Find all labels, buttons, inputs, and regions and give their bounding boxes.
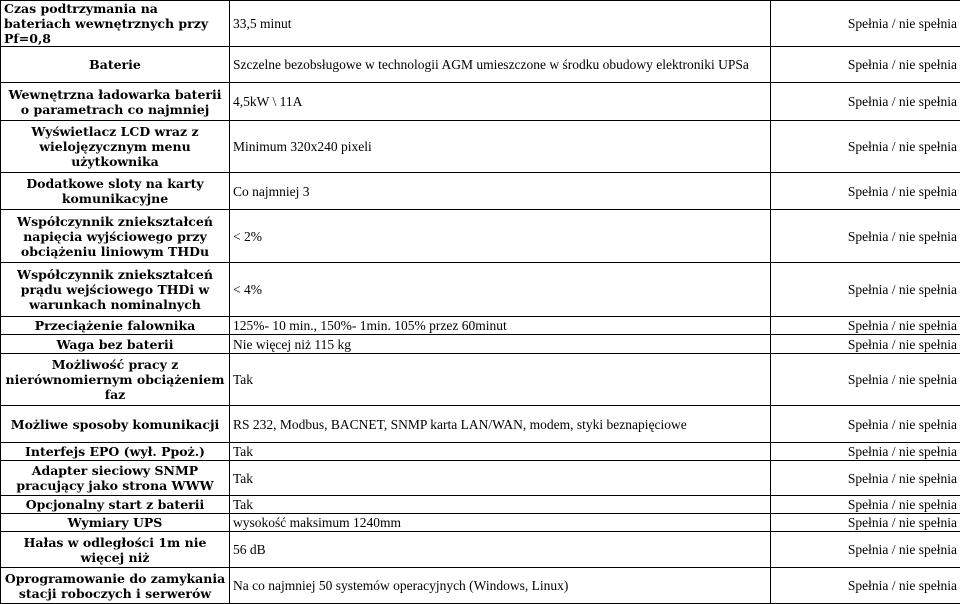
parameter-name: Hałas w odległości 1m nie więcej niż bbox=[1, 532, 230, 568]
table-row bbox=[1, 173, 960, 210]
requirement-value: Tak bbox=[230, 496, 771, 514]
compliance-status: Spełnia / nie spełnia bbox=[771, 532, 960, 568]
table-row bbox=[1, 121, 960, 173]
parameter-name: Waga bez baterii bbox=[1, 335, 230, 354]
table-row bbox=[1, 532, 960, 568]
requirement-value: Nie więcej niż 115 kg bbox=[230, 335, 771, 354]
requirement-value: Tak bbox=[230, 461, 771, 496]
parameter-name: Dodatkowe sloty na karty komunikacyjne bbox=[1, 173, 230, 210]
compliance-status: Spełnia / nie spełnia bbox=[771, 173, 960, 210]
requirement-value: 33,5 minut bbox=[230, 1, 771, 47]
parameter-name: Możliwe sposoby komunikacji bbox=[1, 406, 230, 443]
parameter-name: Oprogramowanie do zamykania stacji roboczych i serwerów bbox=[1, 568, 230, 604]
requirement-value: Minimum 320x240 pixeli bbox=[230, 121, 771, 173]
requirement-value: Tak bbox=[230, 443, 771, 461]
parameter-name: Czas podtrzymania na bateriach wewnętrznych przy Pf=0,8 bbox=[1, 1, 230, 47]
table-row bbox=[1, 210, 960, 263]
table-row bbox=[1, 317, 960, 335]
parameter-name: Baterie bbox=[1, 47, 230, 83]
compliance-status: Spełnia / nie spełnia bbox=[771, 47, 960, 83]
table-row bbox=[1, 83, 960, 121]
requirement-value: < 4% bbox=[230, 263, 771, 317]
parameter-name: Możliwość pracy z nierównomiernym obciążeniem faz bbox=[1, 354, 230, 406]
compliance-status: Spełnia / nie spełnia bbox=[771, 263, 960, 317]
table-row bbox=[1, 568, 960, 604]
compliance-status: Spełnia / nie spełnia bbox=[771, 354, 960, 406]
requirement-value: Co najmniej 3 bbox=[230, 173, 771, 210]
compliance-status: Spełnia / nie spełnia bbox=[771, 121, 960, 173]
table-row bbox=[1, 354, 960, 406]
table-row bbox=[1, 263, 960, 317]
requirement-value: wysokość maksimum 1240mm bbox=[230, 514, 771, 532]
requirement-value: Na co najmniej 50 systemów operacyjnych (Windows, Linux) bbox=[230, 568, 771, 604]
compliance-status: Spełnia / nie spełnia bbox=[771, 568, 960, 604]
requirement-value: 125%- 10 min., 150%- 1min. 105% przez 60minut bbox=[230, 317, 771, 335]
parameter-name: Opcjonalny start z baterii bbox=[1, 496, 230, 514]
compliance-status: Spełnia / nie spełnia bbox=[771, 514, 960, 532]
table-row bbox=[1, 406, 960, 443]
compliance-status: Spełnia / nie spełnia bbox=[771, 83, 960, 121]
table-row bbox=[1, 1, 960, 47]
parameter-name: Wewnętrzna ładowarka baterii o parametrach co najmniej bbox=[1, 83, 230, 121]
table-row bbox=[1, 443, 960, 461]
parameter-name: Wyświetlacz LCD wraz z wielojęzycznym menu użytkownika bbox=[1, 121, 230, 173]
table-row bbox=[1, 47, 960, 83]
parameter-name: Współczynnik zniekształceń prądu wejściowego THDi w warunkach nominalnych bbox=[1, 263, 230, 317]
compliance-status: Spełnia / nie spełnia bbox=[771, 406, 960, 443]
parameter-name: Adapter sieciowy SNMP pracujący jako strona WWW bbox=[1, 461, 230, 496]
parameter-name: Wymiary UPS bbox=[1, 514, 230, 532]
compliance-status: Spełnia / nie spełnia bbox=[771, 496, 960, 514]
compliance-status: Spełnia / nie spełnia bbox=[771, 210, 960, 263]
parameter-name: Przeciążenie falownika bbox=[1, 317, 230, 335]
parameter-name: Współczynnik zniekształceń napięcia wyjściowego przy obciążeniu liniowym THDu bbox=[1, 210, 230, 263]
compliance-status: Spełnia / nie spełnia bbox=[771, 443, 960, 461]
requirement-value: 56 dB bbox=[230, 532, 771, 568]
compliance-status: Spełnia / nie spełnia bbox=[771, 1, 960, 47]
requirement-value: Szczelne bezobsługowe w technologii AGM umieszczone w środku obudowy elektroniki UPSa bbox=[230, 47, 771, 83]
table-row bbox=[1, 335, 960, 354]
table-row bbox=[1, 461, 960, 496]
requirement-value: 4,5kW \ 11A bbox=[230, 83, 771, 121]
requirement-value: RS 232, Modbus, BACNET, SNMP karta LAN/WAN, modem, styki beznapięciowe bbox=[230, 406, 771, 443]
requirement-value: < 2% bbox=[230, 210, 771, 263]
compliance-status: Spełnia / nie spełnia bbox=[771, 335, 960, 354]
compliance-status: Spełnia / nie spełnia bbox=[771, 461, 960, 496]
compliance-status: Spełnia / nie spełnia bbox=[771, 317, 960, 335]
requirement-value: Tak bbox=[230, 354, 771, 406]
table-row bbox=[1, 514, 960, 532]
parameter-name: Interfejs EPO (wył. Ppoż.) bbox=[1, 443, 230, 461]
table-row bbox=[1, 496, 960, 514]
